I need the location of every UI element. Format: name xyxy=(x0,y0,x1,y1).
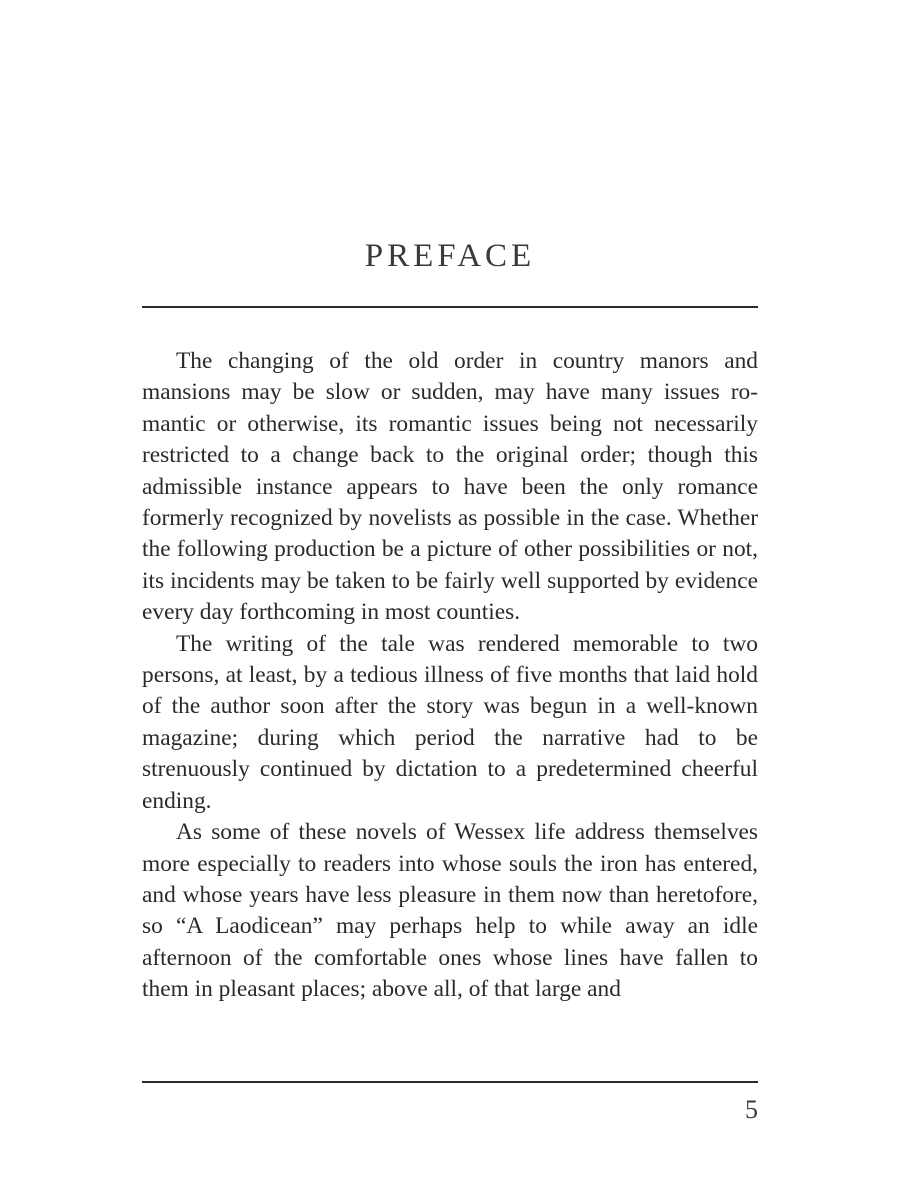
bottom-rule xyxy=(142,1081,758,1083)
paragraph-3: As some of these novels of Wessex life address themselves more especially to readers into whose souls the iron has entered, and whose years have less pleasure in them now than heretofore, so “A Laodicean” may perhaps help to while away an idle afternoon of the comfortable ones whose lines have fallen to them in pleasant places; above all, of that large and xyxy=(142,819,758,1003)
preface-body xyxy=(142,346,758,1006)
chapter-title: PREFACE xyxy=(364,238,536,274)
paragraph-2: The writing of the tale was rendered memorable to two persons, at least, by a tedious illness of five months that laid hold of the author soon after the story was begun in a well-known magazine; during which period the narrative had to be strenuously continued by dictation to a predetermined cheerful ending. xyxy=(142,630,758,814)
top-rule xyxy=(142,306,758,308)
page-number: 5 xyxy=(745,1095,758,1124)
paragraph-1: The changing of the old order in country manors and mansions may be slow or sudden, may have many issues romantic or otherwise, its romantic issues being not necessarily restricted to a change back to the original order; though this admissible instance appears to have been the only romance formerly recognized by novelists as possible in the case. Whether the following production be a picture of other possibilities or not, its incidents may be taken to be fairly well supported by evidence every day forthcoming in most counties. xyxy=(142,348,758,626)
